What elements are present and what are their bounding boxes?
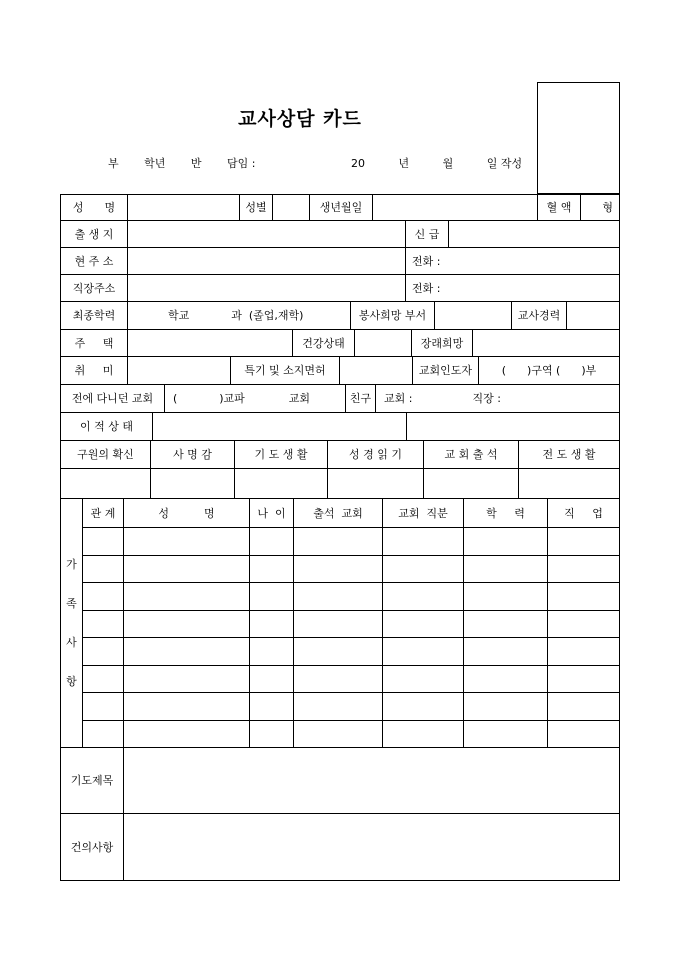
future-label: 장래희망 <box>411 329 473 357</box>
faith-salvation-field[interactable] <box>60 468 151 499</box>
transfer-extra-field[interactable] <box>406 412 620 441</box>
family-church-cell[interactable] <box>293 555 383 583</box>
friend-label: 친구 <box>345 384 376 413</box>
family-age-cell[interactable] <box>249 720 294 748</box>
family-header-age: 나 이 <box>249 498 294 528</box>
faith-attendance-field[interactable] <box>423 468 519 499</box>
family-church-cell[interactable] <box>293 610 383 638</box>
faith-header-prayer: 기 도 생 활 <box>234 440 328 469</box>
teacher-career-label: 교사경력 <box>511 301 567 330</box>
address-label: 현 주 소 <box>60 247 128 275</box>
family-age-cell[interactable] <box>249 610 294 638</box>
family-age-cell[interactable] <box>249 555 294 583</box>
family-education-cell[interactable] <box>463 582 548 611</box>
family-education-cell[interactable] <box>463 610 548 638</box>
prev-church-label: 전에 다니던 교회 <box>60 384 165 413</box>
family-position-cell[interactable] <box>382 527 464 556</box>
class-label: 반 <box>190 157 202 170</box>
date-line <box>351 155 544 171</box>
guide-label: 교회인도자 <box>412 356 479 385</box>
family-header-relation: 관 계 <box>82 498 124 528</box>
work-phone-field[interactable]: 전화 : <box>405 274 620 302</box>
faith-evangelism-field[interactable] <box>518 468 620 499</box>
family-position-cell[interactable] <box>382 720 464 748</box>
skills-label: 특기 및 소지면허 <box>230 356 340 385</box>
blood-label: 혈 액 <box>537 194 581 221</box>
home-phone-field[interactable]: 전화 : <box>405 247 620 275</box>
family-name-cell[interactable] <box>123 582 250 611</box>
friend-church-label: 교회 : <box>384 392 413 405</box>
address-field[interactable] <box>127 247 406 275</box>
friend-field[interactable] <box>375 384 620 413</box>
faith-header-bible: 성 경 읽 기 <box>327 440 424 469</box>
family-age-cell[interactable] <box>249 665 294 693</box>
hobby-label: 취 미 <box>60 356 128 385</box>
work-address-field[interactable] <box>127 274 406 302</box>
work-address-label: 직장주소 <box>60 274 128 302</box>
family-relation-cell[interactable] <box>82 665 124 693</box>
faith-header-attendance: 교 회 출 석 <box>423 440 519 469</box>
family-age-cell[interactable] <box>249 527 294 556</box>
birthplace-field[interactable] <box>127 220 406 248</box>
family-label-char: 사 <box>66 636 77 649</box>
denomination-label: ( )교파 <box>173 392 245 405</box>
family-position-cell[interactable] <box>382 637 464 666</box>
family-church-cell[interactable] <box>293 637 383 666</box>
family-age-cell[interactable] <box>249 637 294 666</box>
family-label-char: 항 <box>66 675 77 688</box>
baptism-field[interactable] <box>448 220 620 248</box>
faith-header-evangelism: 전 도 생 활 <box>518 440 620 469</box>
housing-label: 주 택 <box>60 329 128 357</box>
family-header-church: 출석 교회 <box>293 498 383 528</box>
family-church-cell[interactable] <box>293 665 383 693</box>
family-age-cell[interactable] <box>249 582 294 611</box>
family-header-job: 직 업 <box>547 498 620 528</box>
family-job-cell[interactable] <box>547 555 620 583</box>
blood-type-field[interactable]: 형 <box>580 194 620 221</box>
family-education-cell[interactable] <box>463 555 548 583</box>
church-label: 교회 <box>288 392 311 405</box>
family-position-cell[interactable] <box>382 665 464 693</box>
name-label: 성 명 <box>60 194 128 221</box>
family-name-cell[interactable] <box>123 692 250 721</box>
dept-label: 부 <box>108 157 119 170</box>
family-position-cell[interactable] <box>382 582 464 611</box>
faith-prayer-field[interactable] <box>234 468 328 499</box>
family-education-cell[interactable] <box>463 527 548 556</box>
family-age-cell[interactable] <box>249 692 294 721</box>
family-position-cell[interactable] <box>382 692 464 721</box>
skills-field[interactable] <box>339 356 413 385</box>
transfer-field[interactable] <box>152 412 407 441</box>
health-field[interactable] <box>354 329 412 357</box>
gender-field[interactable] <box>272 194 310 221</box>
family-section-label <box>60 498 83 748</box>
birth-field[interactable] <box>372 194 538 221</box>
family-relation-cell[interactable] <box>82 692 124 721</box>
family-name-cell[interactable] <box>123 665 250 693</box>
school-label: 학교 <box>168 309 190 322</box>
family-relation-cell[interactable] <box>82 610 124 638</box>
baptism-label: 신 급 <box>405 220 449 248</box>
family-job-cell[interactable] <box>547 527 620 556</box>
family-job-cell[interactable] <box>547 665 620 693</box>
education-field[interactable] <box>127 301 351 330</box>
day-written-label: 일 작성 <box>486 157 523 170</box>
family-name-cell[interactable] <box>123 527 250 556</box>
suggestion-label: 건의사항 <box>60 813 124 881</box>
service-dept-field[interactable] <box>434 301 512 330</box>
hobby-field[interactable] <box>127 356 231 385</box>
birthplace-label: 출 생 지 <box>60 220 128 248</box>
family-relation-cell[interactable] <box>82 582 124 611</box>
prayer-title-field[interactable] <box>123 747 620 814</box>
gender-label: 성별 <box>239 194 273 221</box>
photo-box <box>537 82 620 194</box>
teacher-career-field[interactable] <box>566 301 620 330</box>
health-label: 건강상태 <box>292 329 355 357</box>
prayer-title-label: 기도제목 <box>60 747 124 814</box>
family-church-cell[interactable] <box>293 527 383 556</box>
workplace-label: 직장 : <box>472 392 501 405</box>
family-job-cell[interactable] <box>547 582 620 611</box>
form-title: 교사상담 카드 <box>238 108 362 130</box>
birth-label: 생년월일 <box>309 194 373 221</box>
year-label: 년 <box>398 157 410 170</box>
name-field[interactable] <box>127 194 240 221</box>
family-relation-cell[interactable] <box>82 637 124 666</box>
housing-field[interactable] <box>127 329 293 357</box>
family-label-char: 족 <box>66 597 77 610</box>
faith-mission-field[interactable] <box>150 468 235 499</box>
future-field[interactable] <box>472 329 620 357</box>
family-church-cell[interactable] <box>293 720 383 748</box>
family-header-name: 성 명 <box>123 498 250 528</box>
family-job-cell[interactable] <box>547 610 620 638</box>
family-job-cell[interactable] <box>547 637 620 666</box>
faith-header-mission: 사 명 감 <box>150 440 235 469</box>
suggestion-field[interactable] <box>123 813 620 881</box>
family-position-cell[interactable] <box>382 555 464 583</box>
family-church-cell[interactable] <box>293 582 383 611</box>
dept-status-label: 과 (졸업,재학) <box>231 309 304 322</box>
family-header-position: 교회 직분 <box>382 498 464 528</box>
education-label: 최종학력 <box>60 301 128 330</box>
family-position-cell[interactable] <box>382 610 464 638</box>
family-church-cell[interactable] <box>293 692 383 721</box>
prev-church-field[interactable] <box>164 384 346 413</box>
family-name-cell[interactable] <box>123 555 250 583</box>
grade-label: 학년 <box>144 157 166 170</box>
month-label: 월 <box>442 157 454 170</box>
family-relation-cell[interactable] <box>82 555 124 583</box>
transfer-label: 이 적 상 태 <box>60 412 153 441</box>
faith-bible-field[interactable] <box>327 468 424 499</box>
family-label-char: 가 <box>66 558 77 571</box>
family-job-cell[interactable] <box>547 720 620 748</box>
family-header-education: 학 력 <box>463 498 548 528</box>
family-education-cell[interactable] <box>463 637 548 666</box>
district-field[interactable]: ( )구역 ( )부 <box>478 356 620 385</box>
family-education-cell[interactable] <box>463 720 548 748</box>
year-prefix: 20 <box>351 157 365 170</box>
service-dept-label: 봉사희망 부서 <box>350 301 435 330</box>
family-education-cell[interactable] <box>463 692 548 721</box>
class-info-line <box>108 155 278 171</box>
family-name-cell[interactable] <box>123 637 250 666</box>
homeroom-label: 담임 : <box>227 157 256 170</box>
family-education-cell[interactable] <box>463 665 548 693</box>
family-name-cell[interactable] <box>123 720 250 748</box>
faith-header-salvation: 구원의 확신 <box>60 440 151 469</box>
family-name-cell[interactable] <box>123 610 250 638</box>
family-relation-cell[interactable] <box>82 720 124 748</box>
family-job-cell[interactable] <box>547 692 620 721</box>
family-relation-cell[interactable] <box>82 527 124 556</box>
